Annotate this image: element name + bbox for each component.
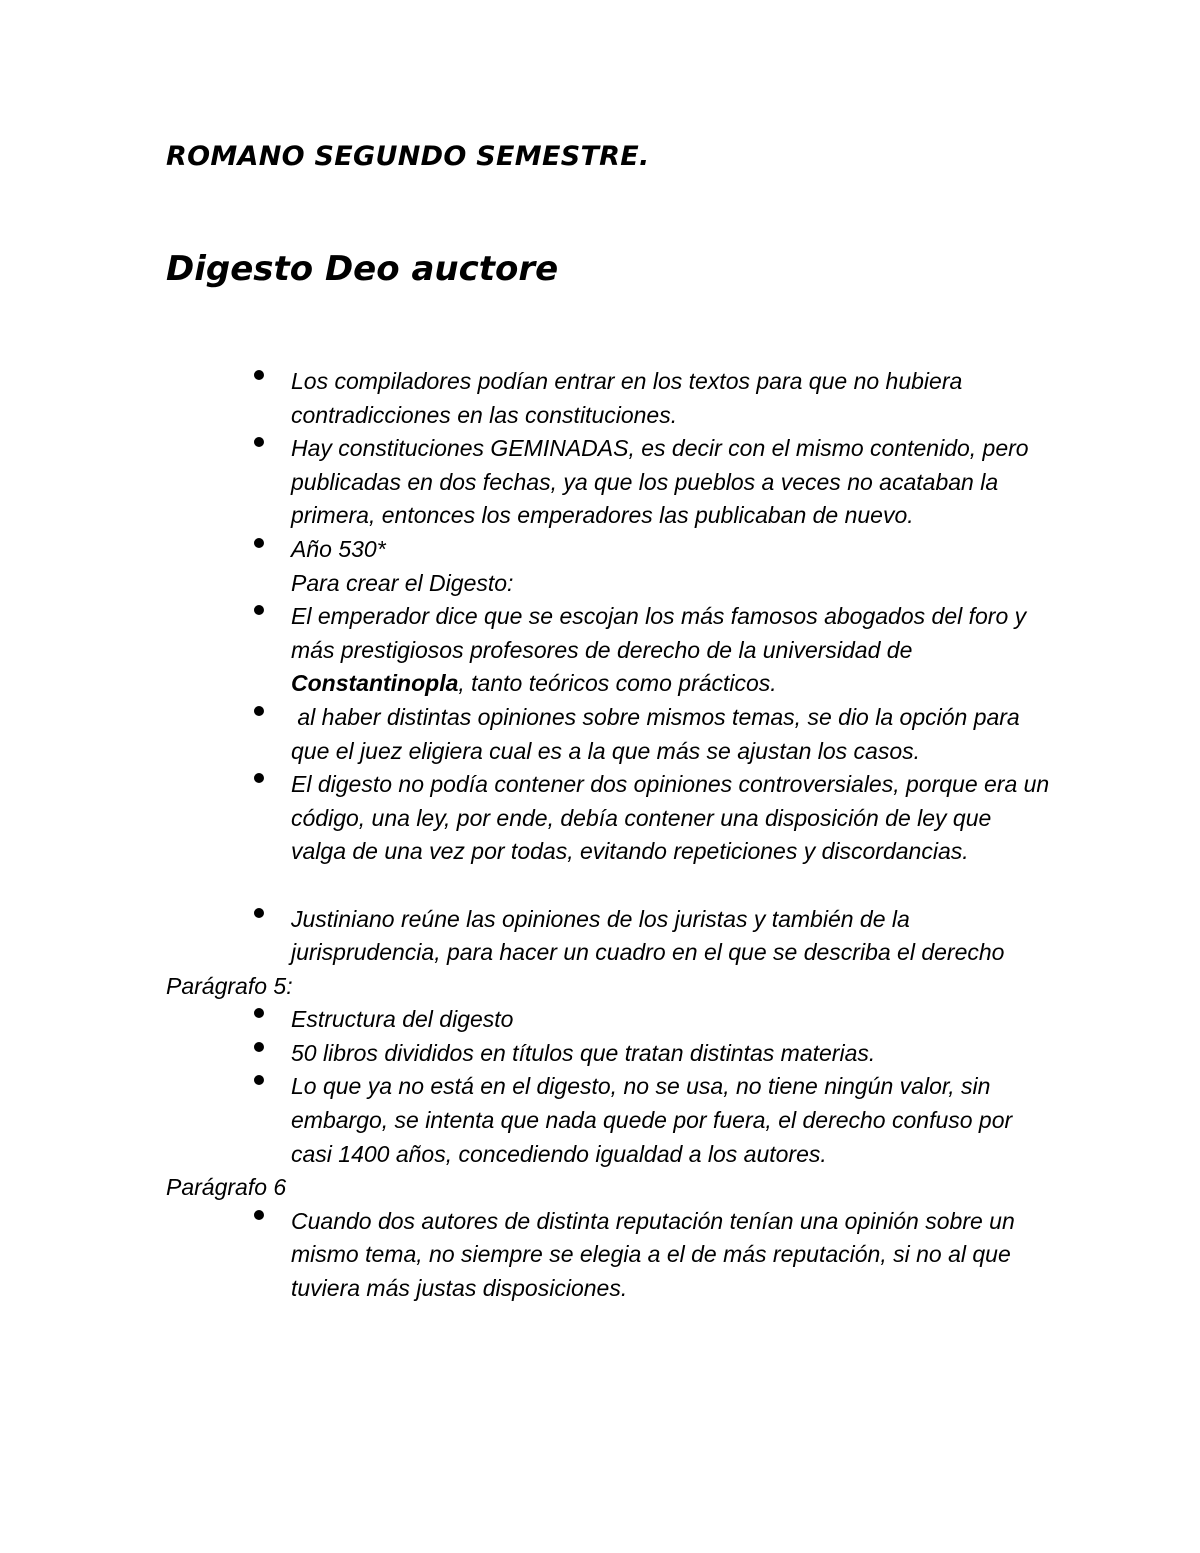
list-note-text: Para crear el Digesto: xyxy=(291,569,514,596)
list-item-text: al haber distintas opiniones sobre mismos temas, se dio la opción para que el juez eligiera cual es a la que más se ajustan los casos. xyxy=(291,703,1027,764)
bullet-icon xyxy=(254,1210,264,1220)
paragraph-label: Parágrafo 5: xyxy=(166,972,293,999)
list-item-text: Justiniano reúne las opiniones de los juristas y también de la jurisprudencia, para hacer un cuadro en el que se describa el derecho xyxy=(291,905,1005,966)
spacer xyxy=(166,869,1066,903)
list-item xyxy=(166,1205,1051,1306)
section-heading: Digesto Deo auctore xyxy=(166,249,559,289)
list-item-text: , tanto teóricos como prácticos. xyxy=(458,670,777,697)
list-item xyxy=(166,701,1051,768)
paragraph-label: Parágrafo 6 xyxy=(166,1174,287,1201)
bullet-icon xyxy=(254,1042,264,1052)
bullet-icon xyxy=(254,1075,264,1085)
list-item-text: Lo que ya no está en el digesto, no se usa, no tiene ningún valor, sin embargo, se intenta que nada quede por fuera, el derecho confuso por casi 1400 años, concediendo igualdad a los autores. xyxy=(291,1073,1013,1167)
list-item xyxy=(166,432,1051,533)
bullet-icon xyxy=(254,706,264,716)
bullet-icon xyxy=(254,437,264,447)
list-item xyxy=(166,1070,1051,1171)
list-item-text: Los compiladores podían entrar en los textos para que no hubiera contradicciones en las constituciones. xyxy=(291,368,963,428)
list-item xyxy=(166,365,1051,432)
list-item xyxy=(166,533,1051,567)
list-item xyxy=(166,768,1051,869)
bullet-icon xyxy=(254,370,264,380)
list-item-text: Estructura del digesto xyxy=(291,1006,514,1033)
bullet-icon xyxy=(254,538,264,548)
document-body xyxy=(166,365,1066,1306)
bullet-icon xyxy=(254,1008,264,1018)
list-item-text: Año 530* xyxy=(291,535,386,562)
list-item xyxy=(166,903,1051,970)
bullet-icon xyxy=(254,605,264,615)
list-note xyxy=(166,567,1051,601)
list-item xyxy=(166,1037,1051,1071)
list-item-bold-text: Constantinopla xyxy=(291,670,459,697)
list-item-text: El digesto no podía contener dos opiniones controversiales, porque era un código, una ley, por ende, debía contener una disposición de ley que valga de una vez por todas, evitando repeticiones y discordancias. xyxy=(291,771,1050,865)
document-title: ROMANO SEGUNDO SEMESTRE. xyxy=(166,141,650,172)
list-item xyxy=(166,1003,1051,1037)
list-item-text: Cuando dos autores de distinta reputación tenían una opinión sobre un mismo tema, no siempre se elegia a el de más reputación, si no al que tuviera más justas disposiciones. xyxy=(291,1207,1015,1302)
list-item-text: Hay constituciones GEMINADAS, es decir con el mismo contenido, pero publicadas en dos fechas, ya que los pueblos a veces no acataban la primera, entonces los emperadores las publicaban de nuevo. xyxy=(291,435,1029,529)
list-item-text: 50 libros divididos en títulos que tratan distintas materias. xyxy=(291,1039,876,1066)
bullet-icon xyxy=(254,773,264,783)
list-item-text: El emperador dice que se escojan los más famosos abogados del foro y más prestigiosos profesores de derecho de la universidad de xyxy=(291,603,1027,663)
list-item xyxy=(166,600,1051,701)
bullet-icon xyxy=(254,908,264,918)
